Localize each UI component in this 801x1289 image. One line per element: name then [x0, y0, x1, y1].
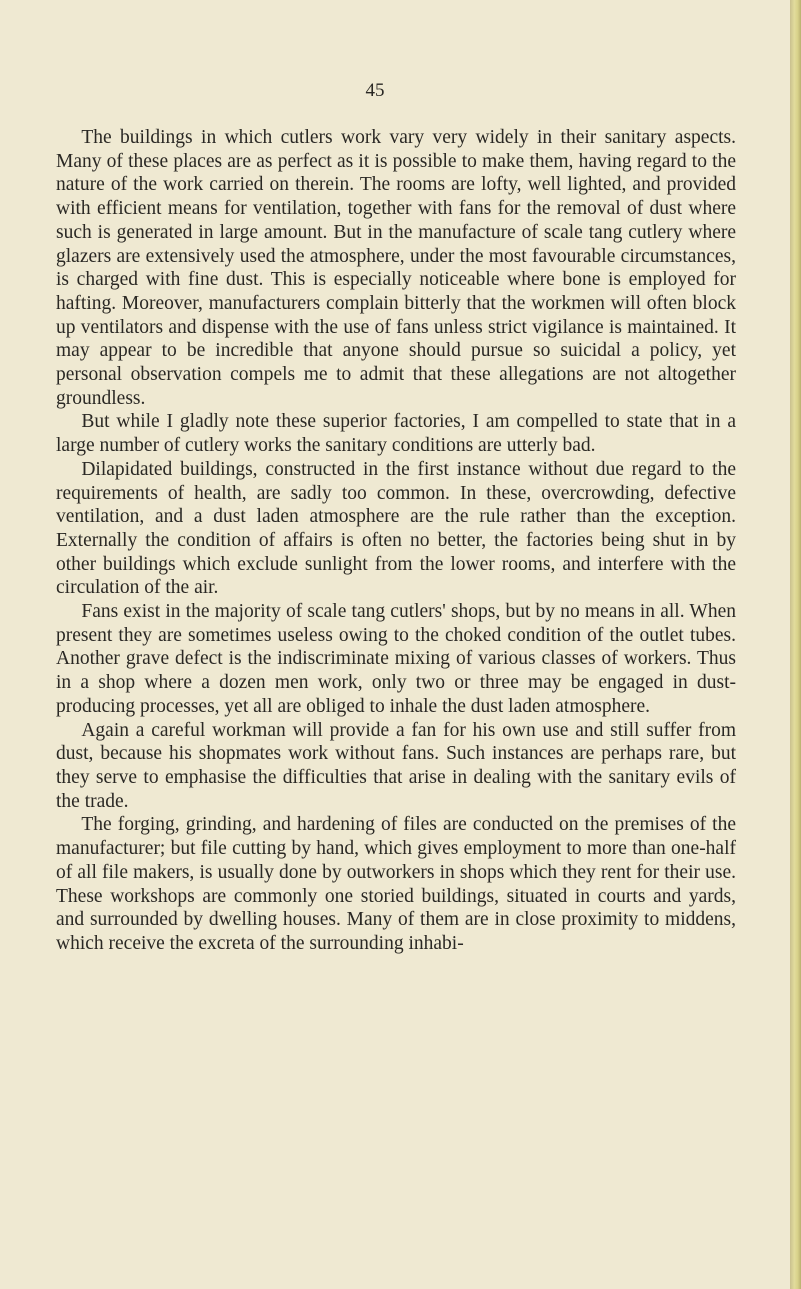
page-number: 45 — [365, 80, 385, 101]
paragraph-5: Again a careful workman will provide a fan for his own use and still suffer from dust, because his shopmates work without fans. Such instances are perhaps rare, but they serve to emphasise the difficulties that arise in dealing with the sanitary evils of the trade. — [56, 719, 736, 812]
paragraph-2: But while I gladly note these superior factories, I am compelled to state that in a large number of cutlery works the sanitary conditions are utterly bad. — [56, 411, 736, 457]
paragraph-1: The buildings in which cutlers work vary very widely in their sanitary aspects. Many of these places are as perfect as it is possible to make them, having regard to the nature of the work carried on therein. The rooms are lofty, well lighted, and provided with efficient means for ventilation, together with fans for the removal of dust where such is generated in large amount. But in the manufacture of scale tang cutlery where glazers are extensively used the atmosphere, under the most favourable circumstances, is charged with fine dust. This is especially noticeable where bone is employed for hafting. Moreover, manufacturers complain bitterly that the workmen will often block up ventilators and dispense with the use of fans unless strict vigilance is maintained. It may appear to be incredible that anyone should pursue so suicidal a policy, yet personal observation compels me to admit that these allegations are not altogether groundless. — [56, 127, 736, 409]
paragraph-3: Dilapidated buildings, constructed in the first instance without due regard to the requirements of health, are sadly too common. In these, overcrowding, defective ventilation, and a dust laden atmosphere are the rule rather than the exception. Externally the condition of affairs is often no better, the factories being shut in by other buildings which exclude sunlight from the lower rooms, and interfere with the circulation of the air. — [56, 458, 736, 599]
body-text — [56, 126, 736, 956]
page-edge — [790, 0, 801, 1289]
paragraph-4: Fans exist in the majority of scale tang cutlers' shops, but by no means in all. When present they are sometimes useless owing to the choked condition of the outlet tubes. Another grave defect is the indiscriminate mixing of various classes of workers. Thus in a shop where a dozen men work, only two or three may be engaged in dust-producing processes, yet all are obliged to inhale the dust laden atmosphere. — [56, 601, 736, 717]
paragraph-6: The forging, grinding, and hardening of files are conducted on the premises of the manufacturer; but file cutting by hand, which gives employment to more than one-half of all file makers, is usually done by outworkers in shops which they rent for their use. These workshops are commonly one storied buildings, situated in courts and yards, and surrounded by dwelling houses. Many of them are in close proximity to middens, which receive the excreta of the surrounding inhabi- — [56, 814, 736, 954]
